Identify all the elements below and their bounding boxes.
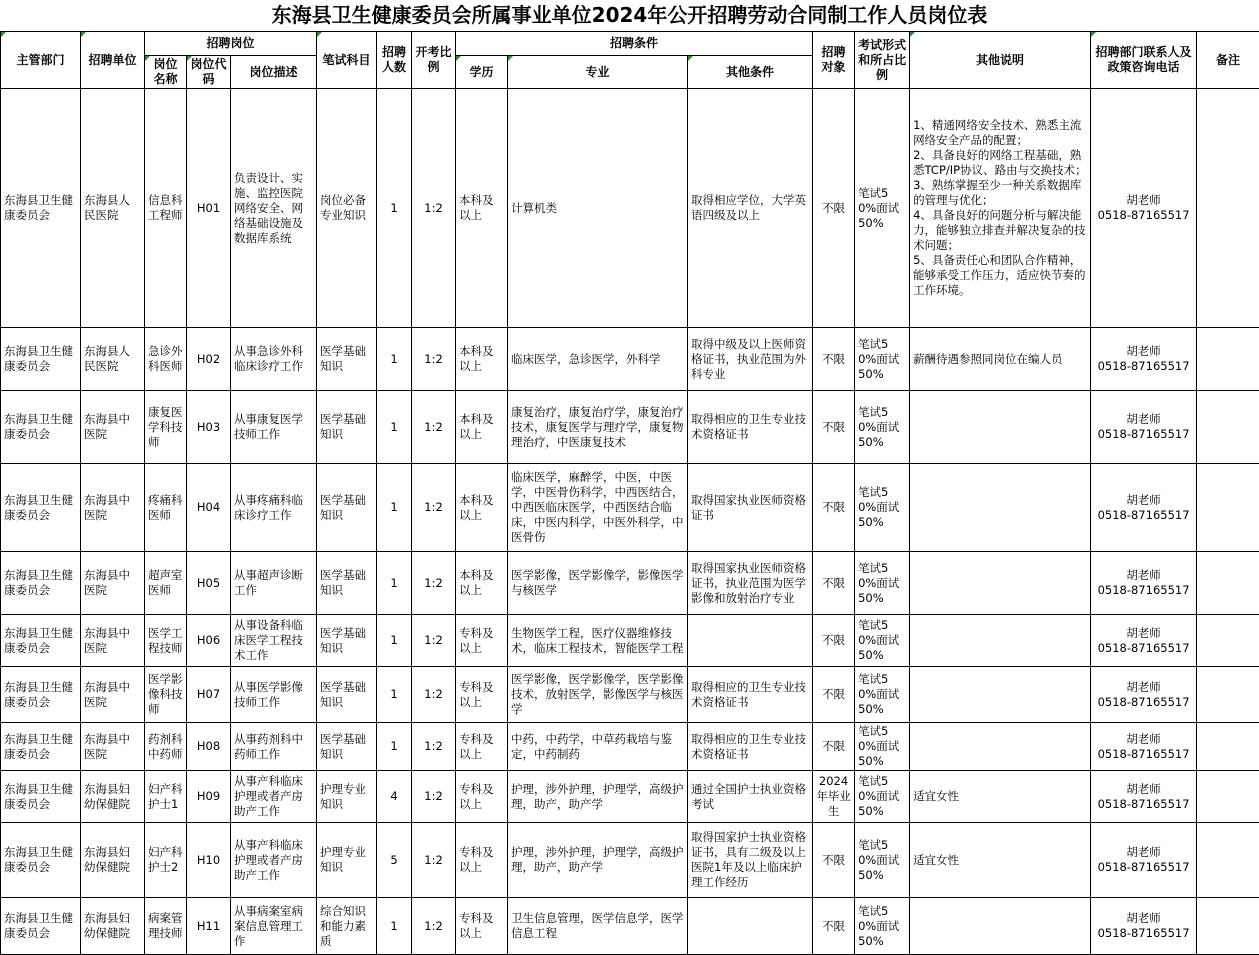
other-cond-cell — [688, 898, 813, 955]
post-code-cell: H06 — [187, 615, 231, 667]
post-desc-cell: 从事产科临床护理或者产房助产工作 — [231, 771, 317, 823]
post-code-cell: H01 — [187, 89, 231, 328]
edu-cell: 专科及以上 — [456, 723, 508, 771]
header-remark: 备注 — [1197, 32, 1259, 89]
post-name-cell: 超声室医师 — [145, 552, 187, 615]
contact-name: 胡老师 — [1094, 344, 1193, 359]
major-cell: 卫生信息管理，医学信息学，医学信息工程 — [508, 898, 688, 955]
dept-cell: 东海县卫生健康委员会 — [1, 391, 81, 464]
post-code-cell: H10 — [187, 823, 231, 898]
contact-name: 胡老师 — [1094, 193, 1193, 208]
post-name-cell: 医学工程技师 — [145, 615, 187, 667]
count-cell: 1 — [377, 552, 412, 615]
post-desc-cell: 从事康复医学技师工作 — [231, 391, 317, 464]
ratio-cell: 1:2 — [412, 464, 456, 552]
count-cell: 1 — [377, 723, 412, 771]
post-code-cell: H05 — [187, 552, 231, 615]
header-post-group: 招聘岗位 — [145, 32, 317, 56]
notes-cell — [910, 552, 1091, 615]
contact-cell — [1091, 771, 1197, 823]
remark-cell — [1197, 771, 1259, 823]
ratio-cell: 1:2 — [412, 328, 456, 391]
post-code-cell: H03 — [187, 391, 231, 464]
post-code-cell: H04 — [187, 464, 231, 552]
post-name-cell: 急诊外科医师 — [145, 328, 187, 391]
exam-form-cell: 笔试50%面试50% — [855, 89, 910, 328]
notes-cell — [910, 667, 1091, 723]
header-notes: 其他说明 — [910, 32, 1091, 89]
edu-cell: 本科及以上 — [456, 89, 508, 328]
count-cell: 1 — [377, 464, 412, 552]
contact-phone: 0518-87165517 — [1094, 583, 1193, 598]
major-cell: 计算机类 — [508, 89, 688, 328]
exam-form-cell: 笔试50%面试50% — [855, 464, 910, 552]
target-cell: 不限 — [813, 464, 855, 552]
major-cell: 护理，涉外护理，护理学，高级护理，助产，助产学 — [508, 771, 688, 823]
target-cell: 不限 — [813, 89, 855, 328]
notes-cell — [910, 391, 1091, 464]
notes-cell: 适宜女性 — [910, 823, 1091, 898]
edu-cell: 专科及以上 — [456, 823, 508, 898]
post-name-cell: 疼痛科医师 — [145, 464, 187, 552]
contact-name: 胡老师 — [1094, 626, 1193, 641]
remark-cell — [1197, 615, 1259, 667]
exam-subject-cell: 医学基础知识 — [317, 391, 377, 464]
edu-cell: 专科及以上 — [456, 667, 508, 723]
post-desc-cell: 从事产科临床护理或者产房助产工作 — [231, 823, 317, 898]
other-cond-cell: 取得相应的卫生专业技术资格证书 — [688, 391, 813, 464]
post-code-cell: H08 — [187, 723, 231, 771]
count-cell: 1 — [377, 328, 412, 391]
contact-phone: 0518-87165517 — [1094, 695, 1193, 710]
exam-subject-cell: 综合知识和能力素质 — [317, 898, 377, 955]
contact-cell — [1091, 552, 1197, 615]
post-name-cell: 病案管理技师 — [145, 898, 187, 955]
other-cond-cell: 取得相应学位，大学英语四级及以上 — [688, 89, 813, 328]
exam-subject-cell: 护理专业知识 — [317, 771, 377, 823]
count-cell: 1 — [377, 898, 412, 955]
exam-form-cell: 笔试50%面试50% — [855, 823, 910, 898]
major-cell: 中药，中药学，中草药栽培与鉴定，中药制药 — [508, 723, 688, 771]
contact-cell — [1091, 898, 1197, 955]
exam-form-cell: 笔试50%面试50% — [855, 898, 910, 955]
header-cond-group: 招聘条件 — [456, 32, 813, 56]
major-cell: 护理，涉外护理，护理学，高级护理，助产，助产学 — [508, 823, 688, 898]
remark-cell — [1197, 898, 1259, 955]
target-cell: 不限 — [813, 615, 855, 667]
edu-cell: 本科及以上 — [456, 552, 508, 615]
major-cell: 康复治疗，康复治疗学，康复治疗技术，康复医学与理疗学，康复物理治疗，中医康复技术 — [508, 391, 688, 464]
dept-cell: 东海县卫生健康委员会 — [1, 89, 81, 328]
exam-form-cell: 笔试50%面试50% — [855, 615, 910, 667]
ratio-cell: 1:2 — [412, 723, 456, 771]
major-cell: 医学影像，医学影像学，医学影像技术，放射医学，影像医学与核医学 — [508, 667, 688, 723]
unit-cell: 东海县中医院 — [81, 615, 145, 667]
contact-name: 胡老师 — [1094, 412, 1193, 427]
exam-form-cell: 笔试50%面试50% — [855, 328, 910, 391]
dept-cell: 东海县卫生健康委员会 — [1, 898, 81, 955]
remark-cell — [1197, 328, 1259, 391]
target-cell: 不限 — [813, 667, 855, 723]
count-cell: 1 — [377, 89, 412, 328]
unit-cell: 东海县中医院 — [81, 667, 145, 723]
post-desc-cell: 从事疼痛科临床诊疗工作 — [231, 464, 317, 552]
post-code-cell: H09 — [187, 771, 231, 823]
count-cell: 5 — [377, 823, 412, 898]
post-code-cell: H07 — [187, 667, 231, 723]
header-edu: 学历 — [456, 56, 508, 89]
target-cell: 不限 — [813, 552, 855, 615]
post-code-cell: H11 — [187, 898, 231, 955]
contact-name: 胡老师 — [1094, 680, 1193, 695]
header-ratio: 开考比例 — [412, 32, 456, 89]
post-desc-cell: 从事超声诊断工作 — [231, 552, 317, 615]
recruitment-table — [0, 31, 1259, 955]
header-count: 招聘人数 — [377, 32, 412, 89]
major-cell: 生物医学工程，医疗仪器维修技术，临床工程技术，智能医学工程 — [508, 615, 688, 667]
exam-subject-cell: 护理专业知识 — [317, 823, 377, 898]
post-name-cell: 妇产科护士2 — [145, 823, 187, 898]
other-cond-cell: 取得国家护士执业资格证书，具有二级及以上医院1年及以上临床护理工作经历 — [688, 823, 813, 898]
other-cond-cell: 取得中级及以上医师资格证书，执业范围为外科专业 — [688, 328, 813, 391]
contact-phone: 0518-87165517 — [1094, 508, 1193, 523]
exam-subject-cell: 医学基础知识 — [317, 615, 377, 667]
exam-form-cell: 笔试50%面试50% — [855, 391, 910, 464]
contact-cell — [1091, 328, 1197, 391]
post-code-cell: H02 — [187, 328, 231, 391]
remark-cell — [1197, 464, 1259, 552]
contact-name: 胡老师 — [1094, 568, 1193, 583]
unit-cell: 东海县人民医院 — [81, 89, 145, 328]
major-cell: 临床医学，麻醉学，中医，中医学，中医骨伤科学，中西医结合，中西医临床医学，中西医结合临床，中医内科学，中医外科学，中医骨伤 — [508, 464, 688, 552]
post-name-cell: 康复医学科技师 — [145, 391, 187, 464]
target-cell: 不限 — [813, 391, 855, 464]
post-name-cell: 妇产科护士1 — [145, 771, 187, 823]
edu-cell: 本科及以上 — [456, 391, 508, 464]
notes-cell: 薪酬待遇参照同岗位在编人员 — [910, 328, 1091, 391]
header-exam-form: 考试形式和所占比例 — [855, 32, 910, 89]
major-cell: 临床医学，急诊医学，外科学 — [508, 328, 688, 391]
target-cell: 2024年毕业生 — [813, 771, 855, 823]
post-name-cell: 信息科工程师 — [145, 89, 187, 328]
ratio-cell: 1:2 — [412, 89, 456, 328]
dept-cell: 东海县卫生健康委员会 — [1, 667, 81, 723]
header-dept: 主管部门 — [1, 32, 81, 89]
notes-cell — [910, 898, 1091, 955]
contact-phone: 0518-87165517 — [1094, 427, 1193, 442]
table-row — [1, 464, 1259, 552]
notes-cell: 1、精通网络安全技术、熟悉主流网络安全产品的配置； 2、具备良好的网络工程基础，熟悉TCP/IP协议、路由与交换技术； 3、熟练掌握至少一种关系数据库的管理与优化； 4、具备良好的问题分析与解决能力，能够独立排查并解决复杂的技术问题； 5、具备责任心和团队合作精神，能够承受工作压力，适应快节奏的工作环境。 — [910, 89, 1091, 328]
remark-cell — [1197, 552, 1259, 615]
unit-cell: 东海县中医院 — [81, 464, 145, 552]
table-row — [1, 723, 1259, 771]
post-desc-cell: 从事药剂科中药师工作 — [231, 723, 317, 771]
ratio-cell: 1:2 — [412, 552, 456, 615]
notes-cell — [910, 615, 1091, 667]
unit-cell: 东海县中医院 — [81, 552, 145, 615]
header-target: 招聘对象 — [813, 32, 855, 89]
ratio-cell: 1:2 — [412, 391, 456, 464]
ratio-cell: 1:2 — [412, 615, 456, 667]
contact-cell — [1091, 667, 1197, 723]
ratio-cell: 1:2 — [412, 823, 456, 898]
exam-subject-cell: 医学基础知识 — [317, 723, 377, 771]
contact-name: 胡老师 — [1094, 732, 1193, 747]
table-body — [1, 89, 1259, 955]
dept-cell: 东海县卫生健康委员会 — [1, 615, 81, 667]
exam-form-cell: 笔试50%面试50% — [855, 723, 910, 771]
unit-cell: 东海县妇幼保健院 — [81, 823, 145, 898]
edu-cell: 本科及以上 — [456, 328, 508, 391]
table-row — [1, 898, 1259, 955]
dept-cell: 东海县卫生健康委员会 — [1, 723, 81, 771]
notes-cell — [910, 723, 1091, 771]
other-cond-cell: 取得国家执业医师资格证书 — [688, 464, 813, 552]
contact-phone: 0518-87165517 — [1094, 797, 1193, 812]
contact-cell — [1091, 89, 1197, 328]
contact-cell — [1091, 464, 1197, 552]
notes-cell: 适宜女性 — [910, 771, 1091, 823]
contact-phone: 0518-87165517 — [1094, 208, 1193, 223]
count-cell: 1 — [377, 667, 412, 723]
unit-cell: 东海县妇幼保健院 — [81, 771, 145, 823]
contact-name: 胡老师 — [1094, 782, 1193, 797]
post-desc-cell: 从事设备科临床医学工程技术工作 — [231, 615, 317, 667]
other-cond-cell: 通过全国护士执业资格考试 — [688, 771, 813, 823]
table-row — [1, 823, 1259, 898]
exam-subject-cell: 医学基础知识 — [317, 464, 377, 552]
edu-cell: 专科及以上 — [456, 771, 508, 823]
header-exam-subject: 笔试科目 — [317, 32, 377, 89]
header-major: 专业 — [508, 56, 688, 89]
table-row — [1, 771, 1259, 823]
dept-cell: 东海县卫生健康委员会 — [1, 823, 81, 898]
exam-form-cell: 笔试50%面试50% — [855, 552, 910, 615]
ratio-cell: 1:2 — [412, 771, 456, 823]
header-post-name: 岗位名称 — [145, 56, 187, 89]
header-row-1 — [1, 32, 1259, 56]
contact-phone: 0518-87165517 — [1094, 747, 1193, 762]
header-unit: 招聘单位 — [81, 32, 145, 89]
table-row — [1, 391, 1259, 464]
exam-subject-cell: 医学基础知识 — [317, 667, 377, 723]
contact-name: 胡老师 — [1094, 493, 1193, 508]
header-post-desc: 岗位描述 — [231, 56, 317, 89]
other-cond-cell: 取得相应的卫生专业技术资格证书 — [688, 723, 813, 771]
unit-cell: 东海县人民医院 — [81, 328, 145, 391]
table-row — [1, 328, 1259, 391]
header-post-code: 岗位代码 — [187, 56, 231, 89]
remark-cell — [1197, 823, 1259, 898]
edu-cell: 本科及以上 — [456, 464, 508, 552]
contact-phone: 0518-87165517 — [1094, 860, 1193, 875]
contact-phone: 0518-87165517 — [1094, 641, 1193, 656]
contact-cell — [1091, 823, 1197, 898]
other-cond-cell — [688, 615, 813, 667]
contact-name: 胡老师 — [1094, 911, 1193, 926]
header-other-cond: 其他条件 — [688, 56, 813, 89]
dept-cell: 东海县卫生健康委员会 — [1, 771, 81, 823]
remark-cell — [1197, 391, 1259, 464]
contact-cell — [1091, 615, 1197, 667]
target-cell: 不限 — [813, 328, 855, 391]
page-title: 东海县卫生健康委员会所属事业单位2024年公开招聘劳动合同制工作人员岗位表 — [0, 0, 1259, 31]
remark-cell — [1197, 89, 1259, 328]
table-row — [1, 89, 1259, 328]
exam-form-cell: 笔试50%面试50% — [855, 771, 910, 823]
post-name-cell: 药剂科中药师 — [145, 723, 187, 771]
unit-cell: 东海县妇幼保健院 — [81, 898, 145, 955]
major-cell: 医学影像，医学影像学，影像医学与核医学 — [508, 552, 688, 615]
post-desc-cell: 从事急诊外科临床诊疗工作 — [231, 328, 317, 391]
contact-cell — [1091, 723, 1197, 771]
dept-cell: 东海县卫生健康委员会 — [1, 328, 81, 391]
exam-subject-cell: 医学基础知识 — [317, 328, 377, 391]
target-cell: 不限 — [813, 723, 855, 771]
ratio-cell: 1:2 — [412, 898, 456, 955]
edu-cell: 专科及以上 — [456, 615, 508, 667]
exam-form-cell: 笔试50%面试50% — [855, 667, 910, 723]
contact-phone: 0518-87165517 — [1094, 359, 1193, 374]
remark-cell — [1197, 667, 1259, 723]
notes-cell — [910, 464, 1091, 552]
dept-cell: 东海县卫生健康委员会 — [1, 552, 81, 615]
exam-subject-cell: 医学基础知识 — [317, 552, 377, 615]
post-desc-cell: 从事医学影像技师工作 — [231, 667, 317, 723]
post-desc-cell: 从事病案室病案信息管理工作 — [231, 898, 317, 955]
target-cell: 不限 — [813, 898, 855, 955]
target-cell: 不限 — [813, 823, 855, 898]
contact-phone: 0518-87165517 — [1094, 926, 1193, 941]
count-cell: 4 — [377, 771, 412, 823]
unit-cell: 东海县中医院 — [81, 723, 145, 771]
count-cell: 1 — [377, 615, 412, 667]
ratio-cell: 1:2 — [412, 667, 456, 723]
post-desc-cell: 负责设计、实施、监控医院网络安全、网络基础设施及数据库系统 — [231, 89, 317, 328]
remark-cell — [1197, 723, 1259, 771]
post-name-cell: 医学影像科技师 — [145, 667, 187, 723]
other-cond-cell: 取得国家执业医师资格证书，执业范围为医学影像和放射治疗专业 — [688, 552, 813, 615]
unit-cell: 东海县中医院 — [81, 391, 145, 464]
count-cell: 1 — [377, 391, 412, 464]
edu-cell: 专科及以上 — [456, 898, 508, 955]
contact-cell — [1091, 391, 1197, 464]
table-row — [1, 552, 1259, 615]
table-row — [1, 667, 1259, 723]
other-cond-cell: 取得相应的卫生专业技术资格证书 — [688, 667, 813, 723]
header-contact: 招聘部门联系人及政策咨询电话 — [1091, 32, 1197, 89]
table-row — [1, 615, 1259, 667]
dept-cell: 东海县卫生健康委员会 — [1, 464, 81, 552]
exam-subject-cell: 岗位必备专业知识 — [317, 89, 377, 328]
contact-name: 胡老师 — [1094, 845, 1193, 860]
